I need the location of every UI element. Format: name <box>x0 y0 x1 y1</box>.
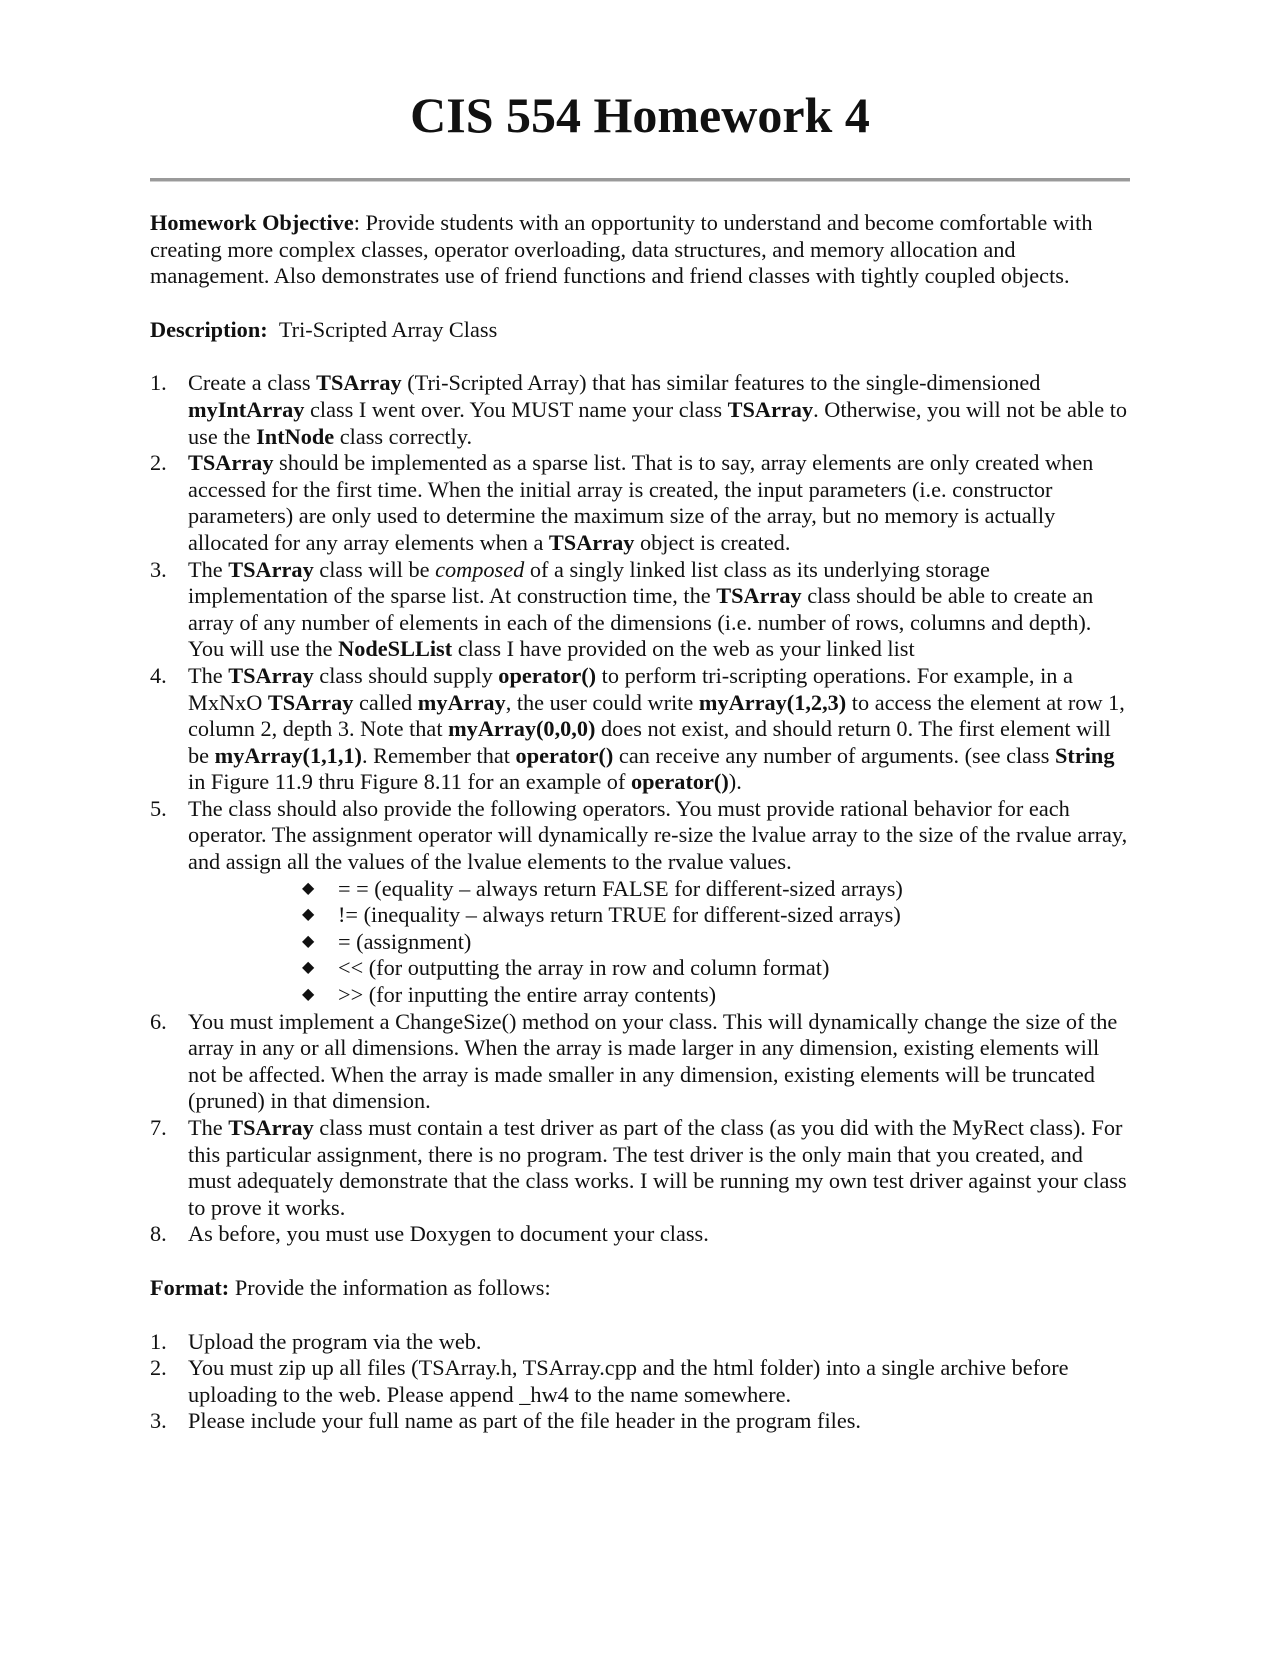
text-segment: to access the element at row 1, column 2, depth 3. Note that <box>188 689 1125 742</box>
item-text: Upload the program via the web. <box>188 1328 482 1354</box>
text-segment: As before, you must use Doxygen to document your class. <box>188 1221 709 1247</box>
text-segment: operator() <box>630 769 729 795</box>
text-segment: The <box>188 662 229 688</box>
text-segment: TSArray <box>228 1115 314 1140</box>
text-segment: . Otherwise, you will not be able to use the <box>188 396 1128 449</box>
item-text <box>188 1221 709 1246</box>
item-number: 1. <box>150 1328 167 1354</box>
operator-text: >> (for inputting the entire array contents) <box>338 982 717 1008</box>
operators-list <box>150 876 1130 1009</box>
requirement-item <box>150 370 1130 450</box>
description-label: Description: <box>150 316 268 342</box>
text-segment: myArray(1,1,1) <box>214 742 362 768</box>
requirement-item <box>150 557 1130 663</box>
objective-text: : Provide students with an opportunity to understand and become comfortable with creating more complex classes, operator overloading, data structures, and memory allocation and management. Also demonstrates use of friend functions and friend classes with tightly coupled objects. <box>150 210 1093 289</box>
operator-text: = (assignment) <box>338 928 472 954</box>
item-text <box>188 450 1093 555</box>
text-segment: class must contain a test driver as part of the class (as you did with the MyRect class). For this particular assignment, there is no program. The test driver is the only main that you created, and must adequately demonstrate that the class works. I will be running my own test driver against your class to prove it works. <box>188 1115 1127 1220</box>
text-segment: class should supply <box>313 662 499 688</box>
text-segment: myArray(0,0,0) <box>448 716 596 742</box>
requirement-item <box>150 1115 1130 1221</box>
text-segment: You must implement a ChangeSize() method on your class. This will dynamically change the size of the array in any or all dimensions. When the array is made larger in any dimension, existing elements will not be affected. When the array is made smaller in any dimension, existing elements will be truncated (pruned) in that dimension. <box>188 1008 1118 1114</box>
description-paragraph <box>150 317 1130 344</box>
text-segment: of a singly linked list class as its underlying storage implementation of the sparse list. At construction time, the <box>188 556 990 609</box>
text-segment: called <box>353 689 418 715</box>
requirement-item <box>150 1009 1130 1115</box>
item-number: 3. <box>150 556 167 582</box>
item-text <box>188 557 1093 662</box>
format-paragraph <box>150 1275 1130 1302</box>
text-segment: TSArray <box>716 583 802 609</box>
requirement-item <box>150 796 1130 876</box>
item-number: 3. <box>150 1408 167 1434</box>
text-segment: can receive any number of arguments. (see class <box>613 742 1055 768</box>
item-text <box>188 1115 1127 1220</box>
text-segment: in Figure 11.9 thru Figure 8.11 for an example of <box>188 769 631 795</box>
text-segment: TSArray <box>188 450 274 476</box>
text-segment: operator() <box>498 662 597 688</box>
operator-text: = = (equality – always return FALSE for different-sized arrays) <box>338 875 903 901</box>
document-page <box>150 0 1130 1435</box>
format-step-item <box>150 1329 1130 1356</box>
text-segment: , the user could write <box>505 689 699 715</box>
text-segment: to perform tri-scripting operations. For example, in a MxNxO <box>188 662 1073 715</box>
format-label: Format: <box>150 1274 230 1300</box>
text-segment: TSArray <box>228 556 314 582</box>
text-segment: class I have provided on the web as your linked list <box>452 636 915 662</box>
requirement-item <box>150 450 1130 556</box>
page-title: CIS 554 Homework 4 <box>410 87 870 143</box>
description-text: Tri-Scripted Array Class <box>278 316 498 342</box>
diamond-bullet-icon: ◆ <box>302 986 315 1004</box>
item-number: 7. <box>150 1115 167 1140</box>
item-text <box>188 1009 1117 1114</box>
text-segment: IntNode <box>256 423 335 449</box>
text-segment: object is created. <box>634 529 791 555</box>
title-divider <box>150 178 1130 182</box>
text-segment: class should be able to create an array of any number of elements in each of the dimensions (i.e. number of rows, columns and depth). You will use the <box>188 583 1094 662</box>
text-segment: TSArray <box>548 529 635 555</box>
diamond-bullet-icon: ◆ <box>302 906 315 924</box>
objective-label: Homework Objective <box>150 210 354 235</box>
text-segment: Create a class <box>188 370 317 396</box>
text-segment: myArray(1,2,3) <box>698 689 847 715</box>
text-segment: NodeSLList <box>338 636 453 662</box>
text-segment: ). <box>728 769 742 795</box>
text-segment: class correctly. <box>334 423 473 449</box>
item-number: 1. <box>150 370 167 396</box>
item-text: You must zip up all files (TSArray.h, TSArray.cpp and the html folder) into a single archive before uploading to the web. Please append _hw4 to the name somewhere. <box>188 1355 1069 1407</box>
operator-item <box>300 955 1130 982</box>
operator-text: << (for outputting the array in row and column format) <box>338 955 830 981</box>
operator-item <box>300 929 1130 956</box>
text-segment: myIntArray <box>188 396 305 422</box>
text-segment: TSArray <box>727 396 814 422</box>
format-step-item <box>150 1408 1130 1435</box>
text-segment: does not exist, and should return 0. The first element will be <box>188 716 1111 768</box>
item-text: Please include your full name as part of the file header in the program files. <box>188 1408 862 1434</box>
text-segment: should be implemented as a sparse list. That is to say, array elements are only created when accessed for the first time. When the initial array is created, the input parameters (i.e. constructor parameters) are only used to determine the maximum size of the array, but no memory is actually allocated for any array elements when a <box>188 450 1094 555</box>
diamond-bullet-icon: ◆ <box>302 959 315 977</box>
text-segment: class I went over. You MUST name your class <box>304 396 728 422</box>
text-segment: TSArray <box>316 370 402 396</box>
item-number: 6. <box>150 1008 167 1034</box>
text-segment: TSArray <box>267 689 354 715</box>
requirement-item <box>150 1221 1130 1248</box>
text-segment: String <box>1055 742 1115 768</box>
text-segment: operator() <box>515 742 614 768</box>
diamond-bullet-icon: ◆ <box>302 932 315 950</box>
text-segment: myArray <box>417 689 506 715</box>
operator-text: != (inequality – always return TRUE for different-sized arrays) <box>338 902 901 928</box>
item-number: 8. <box>150 1221 167 1247</box>
text-segment: composed <box>435 556 525 582</box>
text-segment: The class should also provide the following operators. You must provide rational behavior for each operator. The assignment operator will dynamically re-size the lvalue array to the size of the rvalue array, and assign all the values of the lvalue elements to the rvalue values. <box>188 795 1128 875</box>
item-number: 5. <box>150 795 167 821</box>
text-segment: (Tri-Scripted Array) that has similar features to the single-dimensioned <box>401 370 1041 396</box>
item-text <box>188 796 1127 874</box>
operator-item <box>300 902 1130 929</box>
text-segment: . Remember that <box>361 742 516 768</box>
operator-item <box>300 982 1130 1009</box>
objective-paragraph <box>150 210 1130 290</box>
item-number: 2. <box>150 450 167 476</box>
item-number: 4. <box>150 662 167 688</box>
requirements-list <box>150 370 1130 1248</box>
diamond-bullet-icon: ◆ <box>302 879 315 897</box>
item-number: 2. <box>150 1355 167 1381</box>
item-text <box>188 663 1125 794</box>
text-segment: class will be <box>313 556 436 582</box>
text-segment: The <box>188 556 229 582</box>
text-segment: The <box>188 1115 229 1140</box>
format-text: Provide the information as follows: <box>234 1274 551 1300</box>
requirement-item <box>150 663 1130 796</box>
operator-item <box>300 876 1130 903</box>
text-segment: TSArray <box>228 662 314 688</box>
format-step-item <box>150 1355 1130 1408</box>
item-text <box>188 370 1127 448</box>
format-steps-list <box>150 1329 1130 1435</box>
